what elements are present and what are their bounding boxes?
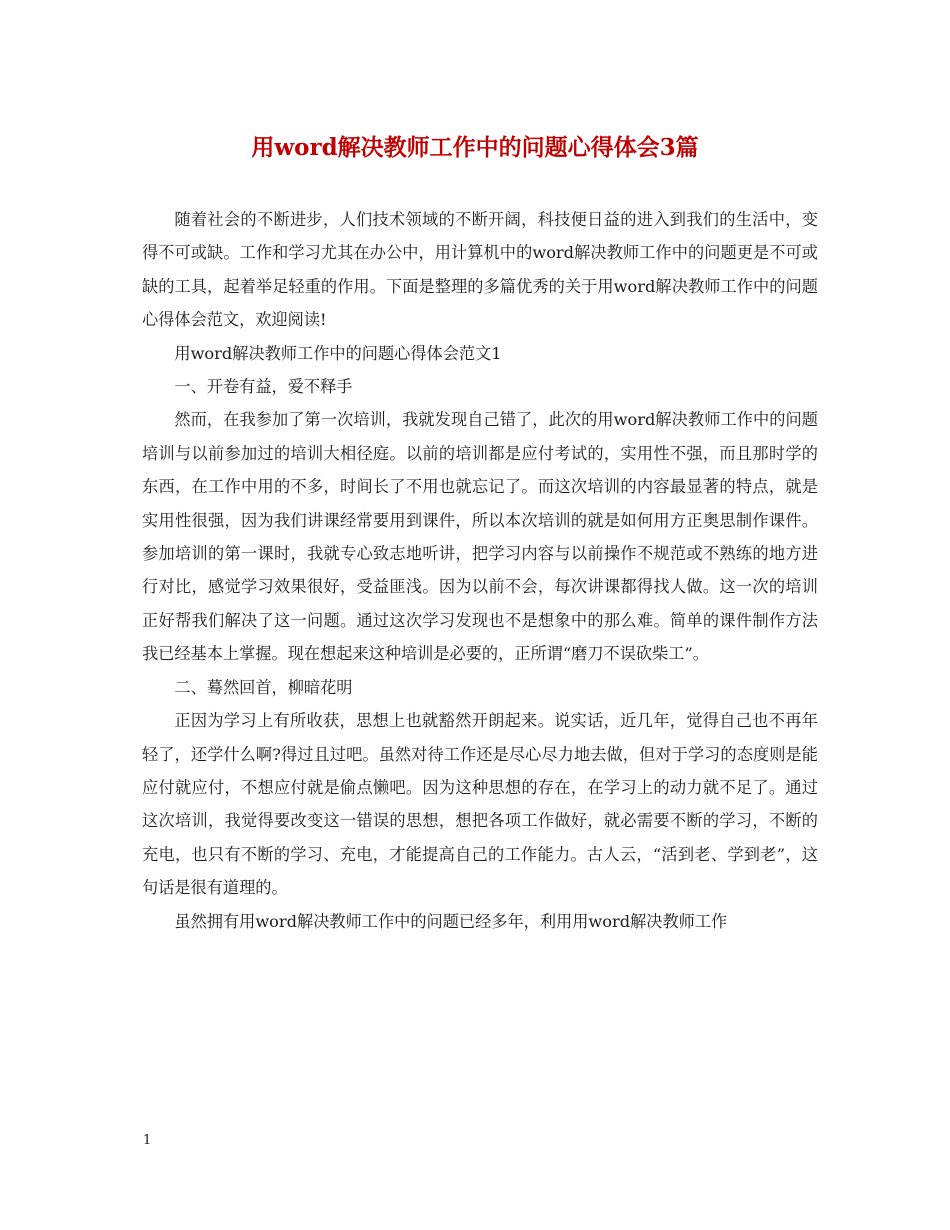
section-heading-1: 一、开卷有益，爱不释手 [174,377,353,397]
article-heading: 用word解决教师工作中的问题心得体会范文1 [174,343,502,363]
section-2-paragraph: 正因为学习上有所收获，思想上也就豁然开朗起来。说实话，近几年，觉得自己也不再年轻了，还学什么啊?得过且过吧。虽然对待工作还是尽心尽力地去做，但对于学习的态度则是能应付就应付，不想应付就是偷点懒吧。因为这种思想的存在，在学习上的动力就不足了。通过这次培训，我觉得要改变这一错误的思想，想把各项工作做好，就必需要不断的学习，不断的充电，也只有不断的学习、充电，才能提高自己的工作能力。古人云，“活到老、学到老”，这句话是很有道理的。 [142,711,818,898]
document-body [142,203,818,938]
section-1-paragraph: 然而，在我参加了第一次培训，我就发现自己错了，此次的用word解决教师工作中的问题培训与以前参加过的培训大相径庭。以前的培训都是应付考试的，实用性不强，而且那时学的东西，在工作中用的不多，时间长了不用也就忘记了。而这次培训的内容最显著的特点，就是实用性很强，因为我们讲课经常要用到课件，所以本次培训的就是如何用方正奥思制作课件。参加培训的第一课时，我就专心致志地听讲，把学习内容与以前操作不规范或不熟练的地方进行对比，感觉学习效果很好，受益匪浅。因为以前不会，每次讲课都得找人做。这一次的培训正好帮我们解决了这一问题。通过这次学习发现也不是想象中的那么难。简单的课件制作方法我已经基本上掌握。现在想起来这种培训是必要的，正所谓“磨刀不误砍柴工”。 [142,410,818,664]
continuation-paragraph: 虽然拥有用word解决教师工作中的问题已经多年，利用用word解决教师工作 [174,911,728,931]
section-heading-2: 二、蓦然回首，柳暗花明 [174,677,353,697]
intro-paragraph: 随着社会的不断进步，人们技术领域的不断开阔，科技便日益的进入到我们的生活中，变得不可或缺。工作和学习尤其在办公中，用计算机中的word解决教师工作中的问题更是不可或缺的工具，起着举足轻重的作用。下面是整理的多篇优秀的关于用word解决教师工作中的问题心得体会范文，欢迎阅读! [142,210,818,330]
document-title: 用word解决教师工作中的问题心得体会3篇 [251,134,699,161]
page-number: 1 [143,1133,152,1148]
